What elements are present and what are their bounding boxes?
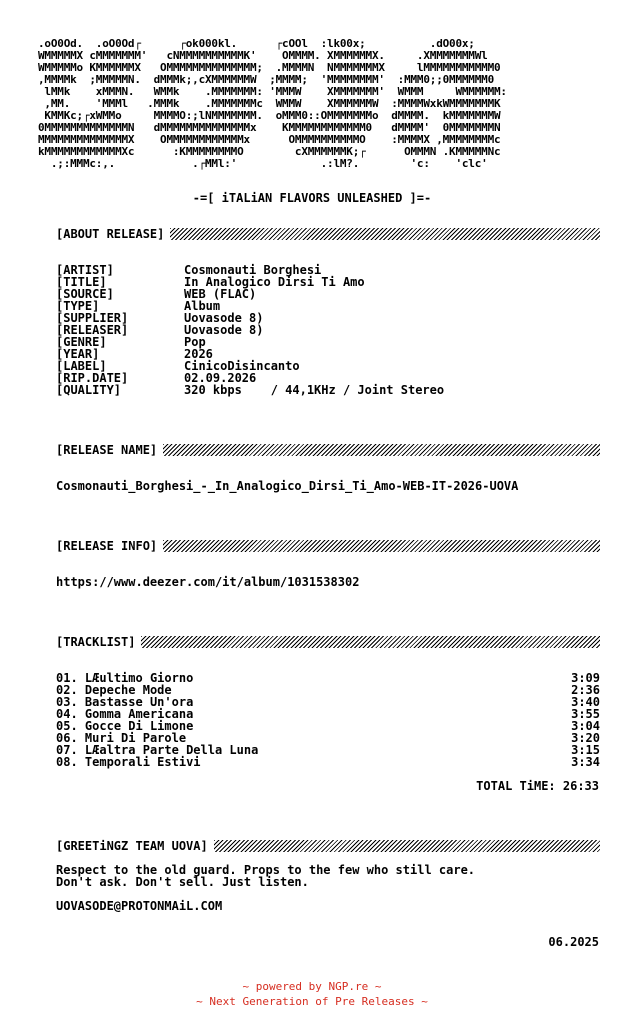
about-value: Cosmonauti Borghesi: [184, 263, 322, 277]
about-value: 2026: [184, 347, 213, 361]
about-value: 320 kbps / 44,1KHz / Joint Stereo: [184, 383, 445, 397]
hatch-divider: [170, 228, 600, 240]
section-header-tracklist: [56, 636, 600, 648]
section-header-greetings: [56, 840, 600, 852]
about-value: Album: [184, 299, 221, 313]
track-title: Muri Di Parole: [84, 731, 187, 745]
section-title-about: [ABOUT RELEASE]: [56, 227, 165, 241]
about-value: Uovasode 8): [184, 311, 264, 325]
track-duration: 2:36: [571, 683, 600, 697]
ascii-logo-line: .oO0Od. .oO0Od┌ ┌ok000kl. ┌cOOl :lk00x; .dO00x;: [38, 37, 475, 50]
track-title: Gocce Di Limone: [84, 719, 194, 733]
about-key: [LABEL]: [56, 359, 107, 373]
track-duration: 3:15: [571, 743, 600, 757]
about-key: [SOURCE]: [56, 287, 114, 301]
section-title-release-name: [RELEASE NAME]: [56, 443, 158, 457]
about-key: [ARTIST]: [56, 263, 114, 277]
ascii-art-logo: [38, 38, 507, 170]
hatch-divider: [214, 840, 600, 852]
track-number: 04.: [56, 707, 78, 721]
ascii-logo-line: MMMMMMMMMMMMMMX OMMMMMMMMMMMMx OMMMMMMMMMMO :MMMMX ,MMMMMMMMc: [38, 133, 501, 146]
track-duration: 3:40: [571, 695, 600, 709]
track-number: 07.: [56, 743, 78, 757]
track-duration: 3:34: [571, 755, 600, 769]
track-number: 05.: [56, 719, 78, 733]
ascii-logo-line: KMMKc;┌xWMMo MMMMO:;lNMMMMMMM. oMMM0::OMMMMMMMo dMMMM. kMMMMMMMW: [38, 109, 501, 122]
about-release-table: [56, 264, 444, 396]
about-key: [TITLE]: [56, 275, 107, 289]
track-number: 01.: [56, 671, 78, 685]
track-duration: 3:09: [571, 671, 600, 685]
release-date-footer: 06.2025: [548, 935, 599, 949]
about-value: WEB (FLAC): [184, 287, 257, 301]
track-title: Gomma Americana: [84, 707, 194, 721]
about-row-source: [56, 288, 444, 300]
hatch-divider: [141, 636, 600, 648]
track-number: 06.: [56, 731, 78, 745]
total-time: TOTAL TiME: 26:33: [476, 779, 599, 793]
tracklist: [56, 672, 600, 768]
ascii-logo-line: ,MM. 'MMMl .MMMk .MMMMMMMc WMMW XMMMMMMW :MMMMWxkWMMMMMMMK: [38, 97, 501, 110]
track-duration: 3:55: [571, 707, 600, 721]
track-number: 08.: [56, 755, 78, 769]
section-title-release-info: [RELEASE INFO]: [56, 539, 158, 553]
ascii-logo-line: lMMk xMMMN. WMMk .MMMMMMM: 'MMMW XMMMMMMM' WMMM WMMMMMM:: [38, 85, 507, 98]
track-duration: 3:20: [571, 731, 600, 745]
track-number: 03.: [56, 695, 78, 709]
track-title: Temporali Estivi: [84, 755, 201, 769]
about-value: 02.09.2026: [184, 371, 257, 385]
section-header-release-info: [56, 540, 600, 552]
ascii-logo-line: WMMMMMX cMMMMMMM' cNMMMMMMMMMMK' OMMMM. XMMMMMMX. .XMMMMMMMWl: [38, 49, 488, 62]
track-row: [56, 756, 600, 768]
tagline: -=[ iTALiAN FLAVORS UNLEASHED ]=-: [192, 191, 432, 205]
ascii-logo-line: kMMMMMMMMMMMMXc :KMMMMMMMMO cXMMMMMMK;┌ OMMMN .KMMMMMNc: [38, 145, 501, 158]
hatch-divider: [163, 444, 600, 456]
release-info-url: https://www.deezer.com/it/album/1031538302: [56, 575, 360, 589]
footer-tagline: ~ Next Generation of Pre Releases ~: [196, 995, 428, 1008]
greetings-line: Don't ask. Don't sell. Just listen.: [56, 875, 309, 889]
track-title: LÆultimo Giorno: [84, 671, 194, 685]
about-row-quality: [56, 384, 444, 396]
about-key: [RELEASER]: [56, 323, 129, 337]
about-key: [QUALITY]: [56, 383, 122, 397]
about-value: Uovasode 8): [184, 323, 264, 337]
section-title-tracklist: [TRACKLIST]: [56, 635, 136, 649]
track-title: LÆaltra Parte Della Luna: [84, 743, 259, 757]
ascii-logo-line: ,MMMMk ;MMMMMN. dMMMk;,cXMMMMMMW ;MMMM; 'MMMMMMMM' :MMM0;;0MMMMMM0: [38, 73, 495, 86]
about-value: Pop: [184, 335, 206, 349]
about-row-releaser: [56, 324, 444, 336]
ascii-logo-line: .;:MMMc:,. .┌MMl:' .:lM?. 'c: 'clc': [38, 157, 488, 170]
ascii-logo-line: 0MMMMMMMMMMMMMN dMMMMMMMMMMMMMMx KMMMMMMMMMMMM0 dMMMM' 0MMMMMMMN: [38, 121, 501, 134]
about-key: [YEAR]: [56, 347, 100, 361]
section-header-about: [56, 228, 600, 240]
about-key: [RIP.DATE]: [56, 371, 129, 385]
track-title: Bastasse Un'ora: [84, 695, 194, 709]
about-key: [GENRE]: [56, 335, 107, 349]
hatch-divider: [163, 540, 600, 552]
contact-email: UOVASODE@PROTONMAiL.COM: [56, 899, 223, 913]
section-title-greetings: [GREETiNGZ TEAM UOVA]: [56, 839, 208, 853]
track-title: Depeche Mode: [84, 683, 172, 697]
about-key: [SUPPLIER]: [56, 311, 129, 325]
about-row-genre: [56, 336, 444, 348]
about-value: CinicoDisincanto: [184, 359, 300, 373]
about-value: In Analogico Dirsi Ti Amo: [184, 275, 365, 289]
about-key: [TYPE]: [56, 299, 100, 313]
section-header-release-name: [56, 444, 600, 456]
track-duration: 3:04: [571, 719, 600, 733]
footer-powered-by: ~ powered by NGP.re ~: [242, 980, 382, 993]
greetings-line: Respect to the old guard. Props to the few who still care.: [56, 863, 476, 877]
track-number: 02.: [56, 683, 78, 697]
ascii-logo-line: WMMMMMo KMMMMMMX OMMMMMMMMMMMMMM; .MMMMN NMMMMMMMX lMMMMMMMMMMM0: [38, 61, 501, 74]
release-name: Cosmonauti_Borghesi_-_In_Analogico_Dirsi_Ti_Amo-WEB-IT-2026-UOVA: [56, 479, 519, 493]
